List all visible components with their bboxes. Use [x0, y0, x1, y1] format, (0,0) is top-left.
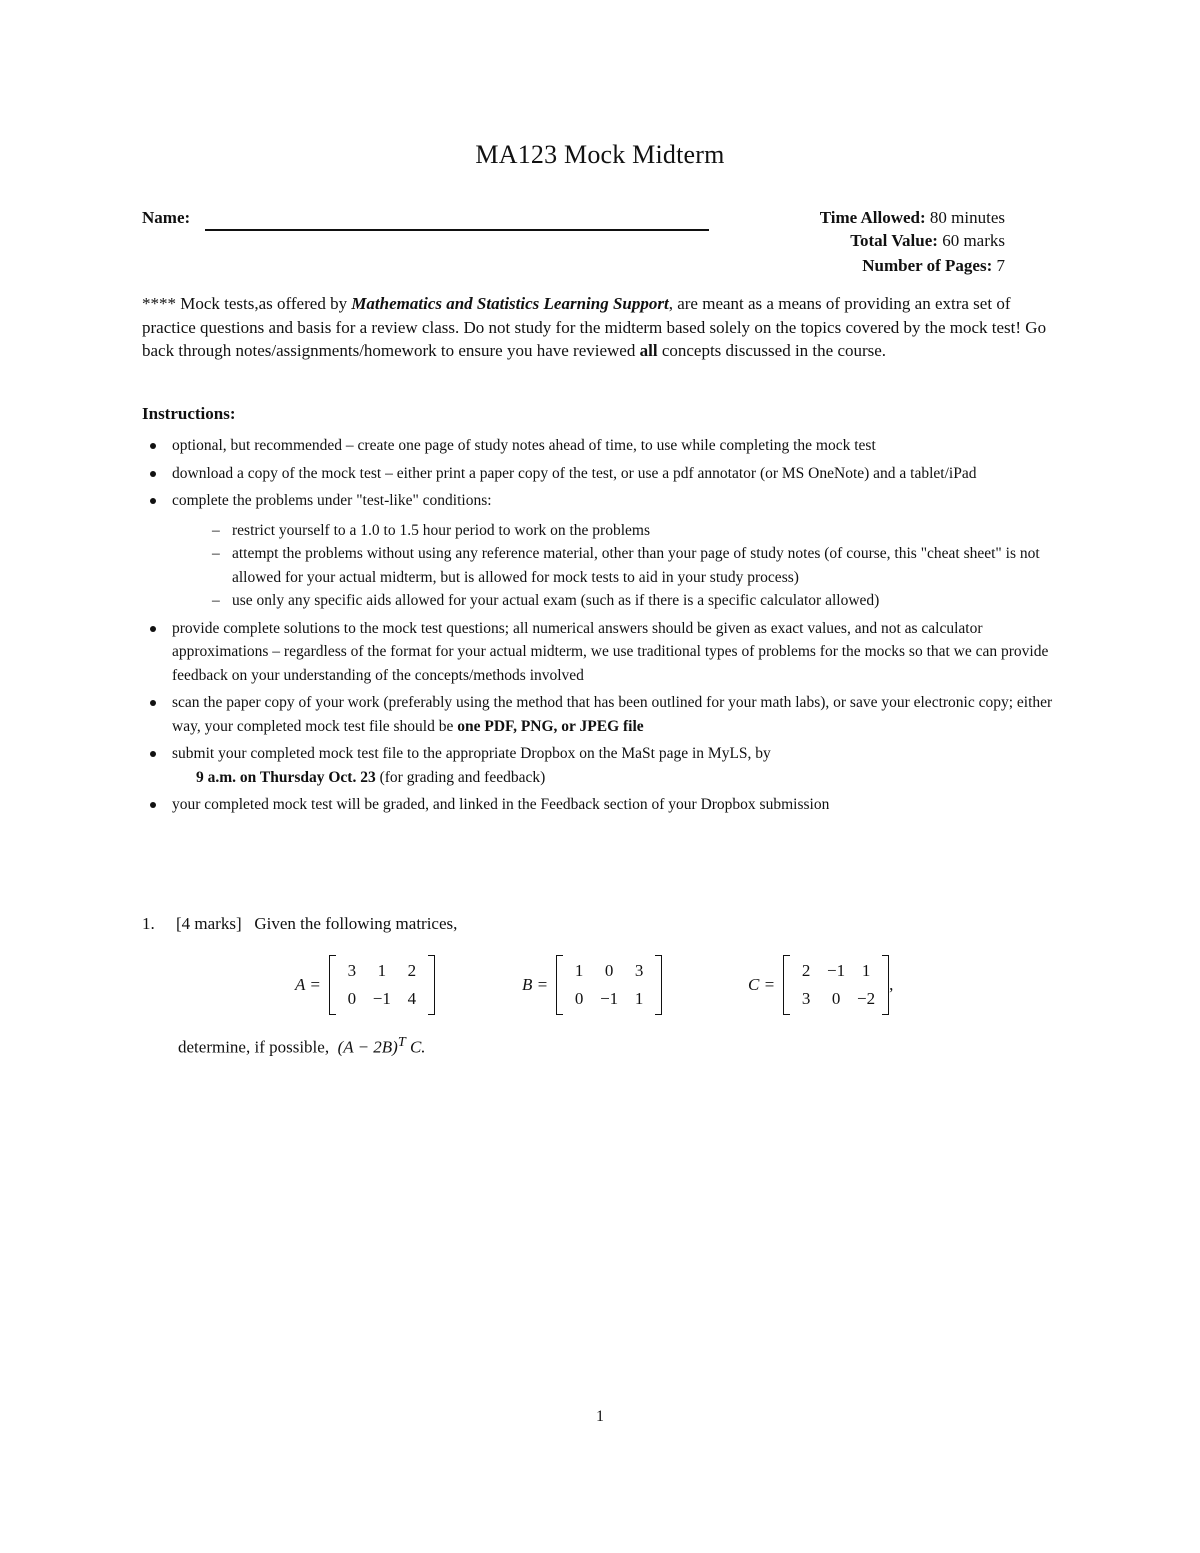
total-value-label: Total Value: [850, 231, 938, 250]
list-item [142, 617, 1062, 688]
matrix-c [748, 955, 893, 1015]
question-marks: [4 marks] [176, 914, 242, 933]
list-item [142, 793, 1062, 817]
intro-org: Mathematics and Statistics Learning Support [351, 294, 669, 313]
matrix-cell: 1 [861, 961, 871, 980]
bullet-icon [150, 751, 156, 757]
question-1 [142, 914, 457, 934]
question-number: 1. [142, 914, 155, 933]
total-value [850, 231, 1005, 251]
deadline-tail: (for grading and feedback) [375, 768, 546, 786]
matrix-cell: 0 [347, 989, 357, 1008]
file-format-emphasis: one PDF, PNG, or JPEG file [457, 717, 644, 735]
transpose-exponent: T [397, 1034, 406, 1050]
bullet-icon [150, 802, 156, 808]
list-item [142, 462, 1062, 486]
sub-list-item [172, 542, 1062, 589]
total-value-value: 60 marks [942, 231, 1005, 250]
intro-middle: , are meant as a means of providing an extra set of practice questions and basis for a review class. Do not study for the midterm based solely on the topics covered by the mock test! Go back through notes/assignments/homework to ensure you have reviewed [142, 294, 1047, 360]
list-item [142, 691, 1062, 738]
matrix-cell: 1 [634, 989, 644, 1008]
matrix-cell: −1 [372, 989, 391, 1008]
dash-icon: – [212, 592, 220, 609]
time-allowed-label: Time Allowed: [819, 208, 926, 227]
question-1-task [178, 1034, 426, 1058]
matrix-cell: 3 [801, 989, 811, 1008]
number-of-pages [862, 256, 1005, 276]
page-title: MA123 Mock Midterm [475, 140, 725, 169]
list-item-text: provide complete solutions to the mock test questions; all numerical answers should be given as exact values, and not as calculator approximations – regardless of the format for your actual midterm, we use traditional types of problems for the mocks so that we can provide feedback on your understanding of the concepts/methods involved [172, 619, 1049, 684]
matrix-cell: 3 [347, 961, 357, 980]
list-item-text: your completed mock test will be graded, and linked in the Feedback section of your Dropbox submission [172, 796, 830, 813]
dash-icon: – [212, 521, 220, 539]
matrix-a [295, 955, 435, 1015]
intro-all: all [639, 341, 658, 360]
expression: (A − 2B) [337, 1037, 398, 1057]
matrix-a-label: A = [295, 975, 321, 994]
name-field-line[interactable] [205, 229, 709, 231]
bullet-icon [150, 443, 156, 449]
matrix-cell: 1 [574, 961, 584, 980]
matrix-b-label: B = [522, 975, 549, 994]
bullet-icon [150, 700, 156, 706]
matrix-cell: 0 [831, 989, 841, 1008]
instructions-list [142, 434, 1062, 821]
matrix-cell: −1 [600, 989, 619, 1008]
matrix-b [522, 955, 662, 1015]
matrix-a-body [329, 955, 435, 1015]
dash-icon: – [212, 545, 220, 562]
sub-list-item [172, 589, 1062, 613]
list-item-text: submit your completed mock test file to the appropriate Dropbox on the MaSt page in MyLS, by [172, 745, 771, 762]
time-allowed [820, 208, 1005, 228]
matrix-cell: −2 [857, 989, 876, 1008]
number-of-pages-value: 7 [996, 256, 1005, 275]
page-number: 1 [596, 1408, 604, 1425]
intro-paragraph [142, 292, 1060, 363]
list-item-text: complete the problems under "test-like" conditions: [172, 492, 492, 509]
time-allowed-value: 80 minutes [929, 208, 1005, 227]
determine-text: determine, if possible, [178, 1037, 330, 1057]
list-item [142, 742, 1062, 789]
sub-list-item [172, 519, 1062, 543]
bullet-icon [150, 498, 156, 504]
matrix-cell: 0 [574, 989, 584, 1008]
name-label: Name: [142, 208, 191, 227]
intro-prefix: **** Mock tests,as offered by [142, 294, 352, 313]
matrix-cell: 3 [634, 961, 644, 980]
matrix-cell: 0 [604, 961, 614, 980]
list-item-text: download a copy of the mock test – either print a paper copy of the test, or use a pdf annotator (or MS OneNote) and a tablet/iPad [172, 464, 977, 482]
list-item [142, 489, 1062, 613]
matrix-cell: 2 [801, 961, 811, 980]
matrix-c-label: C = [748, 975, 776, 994]
matrix-cell: 1 [377, 961, 387, 980]
sub-list-item-text: use only any specific aids allowed for your actual exam (such as if there is a specific calculator allowed) [232, 592, 880, 609]
matrix-cell: −1 [827, 961, 846, 980]
list-item-text: scan the paper copy of your work (preferably using the method that has been outlined for your math labs), or save your electronic copy; either way, your completed mock test file should be [172, 694, 1053, 735]
sub-list [172, 519, 1062, 613]
matrix-c-comma: , [889, 975, 894, 994]
number-of-pages-label: Number of Pages: [862, 256, 993, 275]
instructions-heading: Instructions: [142, 404, 236, 423]
intro-suffix: concepts discussed in the course. [657, 341, 887, 360]
matrix-c-body [783, 955, 889, 1015]
expression-tail: C. [405, 1037, 426, 1057]
sub-list-item-text: attempt the problems without using any reference material, other than your page of study notes (of course, this "cheat sheet" is not allowed for your actual midterm, but is allowed for mock tests to aid in your study process) [232, 545, 1040, 586]
deadline-emphasis: 9 a.m. on Thursday Oct. 23 [196, 768, 376, 786]
list-item [142, 434, 1062, 458]
matrix-cell: 2 [407, 961, 417, 980]
matrix-b-body [556, 955, 662, 1015]
bullet-icon [150, 626, 156, 632]
sub-list-item-text: restrict yourself to a 1.0 to 1.5 hour period to work on the problems [232, 521, 650, 539]
matrix-cell: 4 [407, 989, 417, 1008]
question-prompt: Given the following matrices, [254, 914, 458, 933]
list-item-text: optional, but recommended – create one page of study notes ahead of time, to use while completing the mock test [172, 437, 876, 454]
bullet-icon [150, 471, 156, 477]
